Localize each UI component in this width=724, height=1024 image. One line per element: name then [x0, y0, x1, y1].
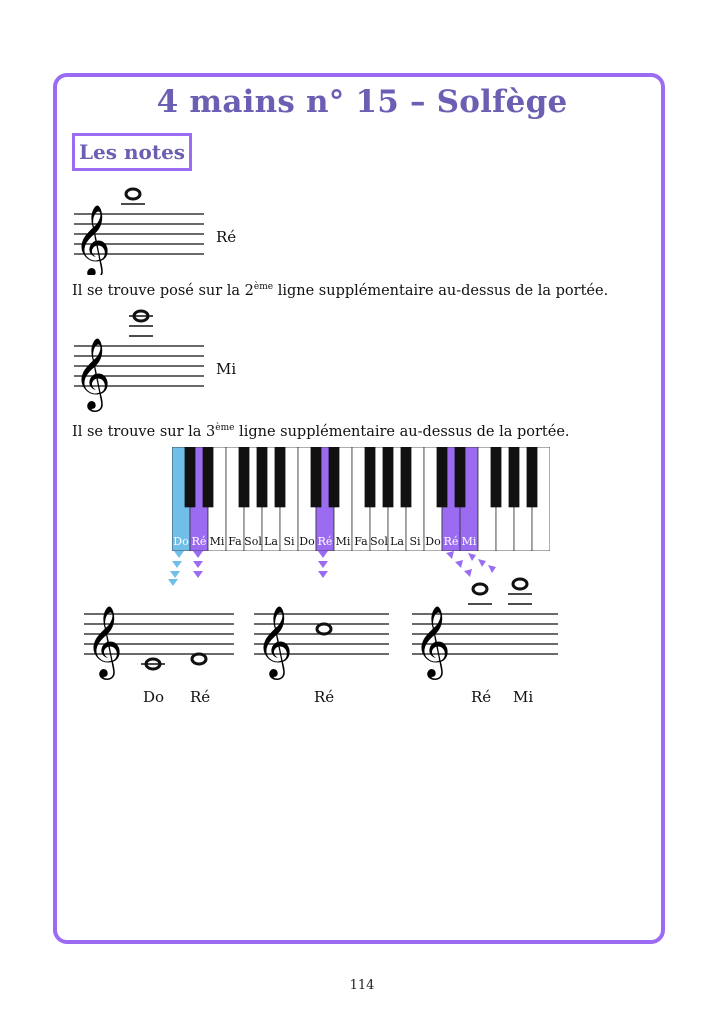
- black-key: [239, 447, 250, 507]
- bottom-label-re: Ré: [471, 688, 492, 706]
- section-heading: Les notes: [78, 140, 186, 164]
- black-key: [491, 447, 502, 507]
- key-label: Fa: [354, 535, 368, 548]
- black-key: [437, 447, 448, 507]
- key-label: La: [264, 535, 278, 548]
- black-key: [455, 447, 466, 507]
- treble-clef-icon: 𝄞: [86, 604, 123, 677]
- piano-keyboard: [172, 447, 550, 551]
- key-label: Ré: [443, 535, 459, 548]
- key-label: Do: [425, 535, 441, 548]
- whole-note: [513, 579, 527, 589]
- whole-note: [192, 654, 206, 664]
- page-number: 114: [349, 978, 375, 993]
- key-label: Sol: [244, 535, 262, 548]
- key-label: Mi: [461, 535, 477, 548]
- treble-clef-icon: 𝄞: [74, 336, 111, 409]
- arrow-down-icon: [168, 551, 184, 586]
- key-label: Si: [283, 535, 295, 548]
- black-key: [383, 447, 394, 507]
- note-description-mi: Il se trouve sur la 3ème ligne supplémentaire au-dessus de la portée.: [72, 423, 570, 440]
- black-key: [401, 447, 412, 507]
- black-key: [257, 447, 268, 507]
- key-label: Do: [173, 535, 189, 548]
- bottom-label-do: Do: [143, 688, 165, 706]
- key-label: Mi: [335, 535, 351, 548]
- whole-note: [473, 584, 487, 594]
- treble-clef-icon: 𝄞: [74, 203, 111, 275]
- black-key: [185, 447, 196, 507]
- staff-re: [72, 180, 212, 275]
- black-key: [203, 447, 214, 507]
- arrow-down-icon: [318, 551, 328, 578]
- key-label: La: [390, 535, 404, 548]
- key-label: Fa: [228, 535, 242, 548]
- key-label: Ré: [317, 535, 333, 548]
- whole-note: [126, 189, 140, 199]
- page-title: 4 mains n° 15 – Solfège: [156, 84, 568, 120]
- bottom-label-mi: Mi: [513, 688, 534, 706]
- bottom-label-re: Ré: [190, 688, 211, 706]
- whole-note: [317, 624, 331, 634]
- treble-clef-icon: 𝄞: [414, 604, 451, 677]
- note-description-re: Il se trouve posé sur la 2ème ligne supplémentaire au-dessus de la portée.: [72, 282, 609, 299]
- key-label: Do: [299, 535, 315, 548]
- bottom-staff-3: [410, 572, 565, 685]
- note-name-re: Ré: [216, 228, 237, 246]
- section-heading-box: [72, 133, 192, 171]
- black-key: [329, 447, 340, 507]
- treble-clef-icon: 𝄞: [256, 604, 293, 677]
- key-label: Ré: [191, 535, 207, 548]
- key-label: Sol: [370, 535, 388, 548]
- key-label: Si: [409, 535, 421, 548]
- black-key: [311, 447, 322, 507]
- note-name-mi: Mi: [216, 360, 237, 378]
- bottom-staff-1: [82, 590, 242, 685]
- black-key: [275, 447, 286, 507]
- arrow-down-icon: [193, 551, 203, 578]
- key-label: Mi: [209, 535, 225, 548]
- black-key: [365, 447, 376, 507]
- bottom-label-re: Ré: [314, 688, 335, 706]
- black-key: [527, 447, 538, 507]
- black-key: [509, 447, 520, 507]
- staff-mi: [72, 302, 212, 412]
- bottom-staff-2: [252, 590, 397, 685]
